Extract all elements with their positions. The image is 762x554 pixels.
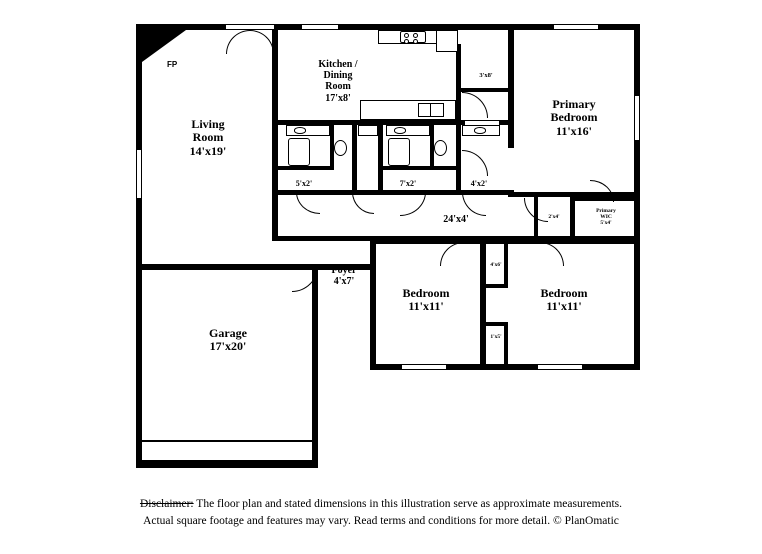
dimension-closet-4x2: 4'x2' bbox=[470, 179, 488, 188]
bathtub-right bbox=[388, 138, 410, 166]
room-label-living-room bbox=[160, 118, 256, 158]
door-primary-bedroom bbox=[462, 150, 488, 176]
door-pantry bbox=[462, 92, 488, 118]
room-name-line: Room bbox=[325, 81, 351, 93]
interior-wall-bath-divider-1 bbox=[352, 125, 357, 191]
garage-wall-right bbox=[312, 268, 318, 468]
room-name-line: Primary bbox=[596, 208, 616, 214]
closet-4x6-wall-bottom bbox=[486, 284, 508, 288]
interior-wall-closet-top-2 bbox=[383, 166, 461, 170]
garage-door bbox=[142, 440, 318, 442]
door-kitchen-entry-2 bbox=[250, 30, 274, 54]
room-label-primary-wic bbox=[578, 208, 634, 226]
door-kitchen-entry bbox=[226, 30, 250, 54]
room-dimensions: 4'x7' bbox=[333, 276, 355, 288]
room-dimensions: 11'x11' bbox=[546, 299, 582, 314]
window-primary-right bbox=[634, 96, 640, 140]
garage-door-edge bbox=[142, 460, 318, 462]
room-label-garage bbox=[180, 327, 276, 354]
toilet-right bbox=[434, 140, 447, 156]
dimension-closet-4x6: 4'x6' bbox=[490, 262, 502, 268]
door-primary-wic-2 bbox=[590, 180, 614, 202]
room-name-line: Bedroom bbox=[550, 110, 598, 125]
vanity-right bbox=[386, 125, 430, 136]
kitchen-sink-divider bbox=[430, 103, 431, 117]
room-dimensions: 14'x19' bbox=[189, 143, 227, 158]
window-kitchen-top bbox=[302, 24, 338, 30]
bathtub-left bbox=[288, 138, 310, 166]
primary-wic-wall-left bbox=[570, 197, 575, 241]
door-closet-4x2 bbox=[462, 192, 486, 216]
disclaimer-prefix: Disclaimer: bbox=[139, 498, 194, 510]
room-label-kitchen-dining bbox=[296, 59, 380, 104]
dimension-pantry-3x8: 3'x8' bbox=[479, 72, 493, 79]
room-label-primary-bedroom bbox=[524, 98, 624, 138]
kitchen-burner-4 bbox=[413, 39, 418, 44]
kitchen-refrigerator bbox=[436, 30, 458, 52]
sink-basin-1 bbox=[294, 127, 306, 134]
door-closet-5x2 bbox=[352, 192, 374, 214]
sink-basin-2 bbox=[394, 127, 406, 134]
vanity-left bbox=[286, 125, 330, 136]
room-name-line: Primary bbox=[552, 97, 596, 111]
room-name-line: Foyer bbox=[331, 265, 357, 276]
dimension-hall-24x4: 24'x4' bbox=[443, 214, 469, 225]
hall-wall-bottom-right bbox=[514, 236, 640, 241]
pantry-wall-left bbox=[456, 44, 461, 122]
room-dimensions: 11'x16' bbox=[555, 123, 592, 138]
window-living-left bbox=[136, 150, 142, 198]
room-name-line: WIC bbox=[600, 214, 612, 221]
room-name-line: Dining bbox=[323, 70, 353, 82]
door-bedroom-2 bbox=[440, 242, 464, 266]
room-dimensions: 11'x11' bbox=[408, 299, 444, 314]
door-bath-right bbox=[400, 192, 426, 216]
toilet-left bbox=[334, 140, 347, 156]
room-label-bedroom-2 bbox=[380, 287, 472, 314]
fireplace-label: FP bbox=[167, 60, 178, 69]
vanity-right-upper bbox=[358, 125, 378, 136]
interior-wall-closet-top bbox=[272, 166, 334, 170]
door-bedroom-3 bbox=[540, 242, 564, 266]
kitchen-burner-1 bbox=[404, 33, 409, 38]
room-name-line: Kitchen / bbox=[318, 59, 358, 70]
garage-wall-left bbox=[136, 268, 142, 468]
fireplace-corner bbox=[142, 30, 186, 62]
disclaimer-line-1 bbox=[0, 496, 762, 513]
closet-1x5-wall-top bbox=[486, 322, 508, 326]
dimension-closet-1x5: 1'x5' bbox=[490, 334, 502, 340]
closet-1x5-wall-right bbox=[504, 322, 508, 366]
dimension-closet-5x2: 5'x2' bbox=[295, 179, 313, 188]
room-name-line: Garage bbox=[209, 326, 247, 340]
sink-basin-3 bbox=[474, 127, 486, 134]
interior-wall-bath-divider-2 bbox=[378, 125, 383, 191]
dimension-closet-2x4: 2'x4' bbox=[548, 214, 560, 220]
kitchen-burner-2 bbox=[413, 33, 418, 38]
window-primary-top bbox=[554, 24, 598, 30]
kitchen-burner-3 bbox=[404, 39, 409, 44]
garage-wall-bottom bbox=[136, 462, 318, 468]
room-dimensions: 17'x20' bbox=[209, 339, 247, 354]
room-name-line: Room bbox=[192, 130, 224, 145]
room-label-bedroom-3 bbox=[518, 287, 610, 314]
living-room-wall-right bbox=[272, 24, 278, 240]
bedroom-block-wall-left bbox=[370, 238, 376, 370]
hall-wall-bottom bbox=[272, 236, 514, 241]
kitchen-sink bbox=[418, 103, 444, 117]
door-bath-left bbox=[296, 192, 320, 214]
kitchen-wall-right bbox=[508, 24, 514, 148]
room-name-line: Living bbox=[191, 117, 225, 131]
disclaimer-text-1: The floor plan and stated dimensions in this illustration serve as approximate measurements. bbox=[196, 498, 623, 510]
room-name-line: Bedroom bbox=[540, 286, 588, 300]
window-bedroom2-bottom bbox=[402, 364, 446, 370]
room-name-line: Bedroom bbox=[402, 286, 450, 300]
room-dimensions: 17'x8' bbox=[325, 92, 351, 104]
window-bedroom3-bottom bbox=[538, 364, 582, 370]
room-dimensions: 5'x4' bbox=[600, 220, 612, 227]
dimension-bath-7x2: 7'x2' bbox=[399, 179, 417, 188]
room-label-foyer bbox=[320, 265, 368, 287]
disclaimer-line-2: Actual square footage and features may vary. Read terms and conditions for more detail. © PlanOmatic bbox=[143, 515, 619, 527]
